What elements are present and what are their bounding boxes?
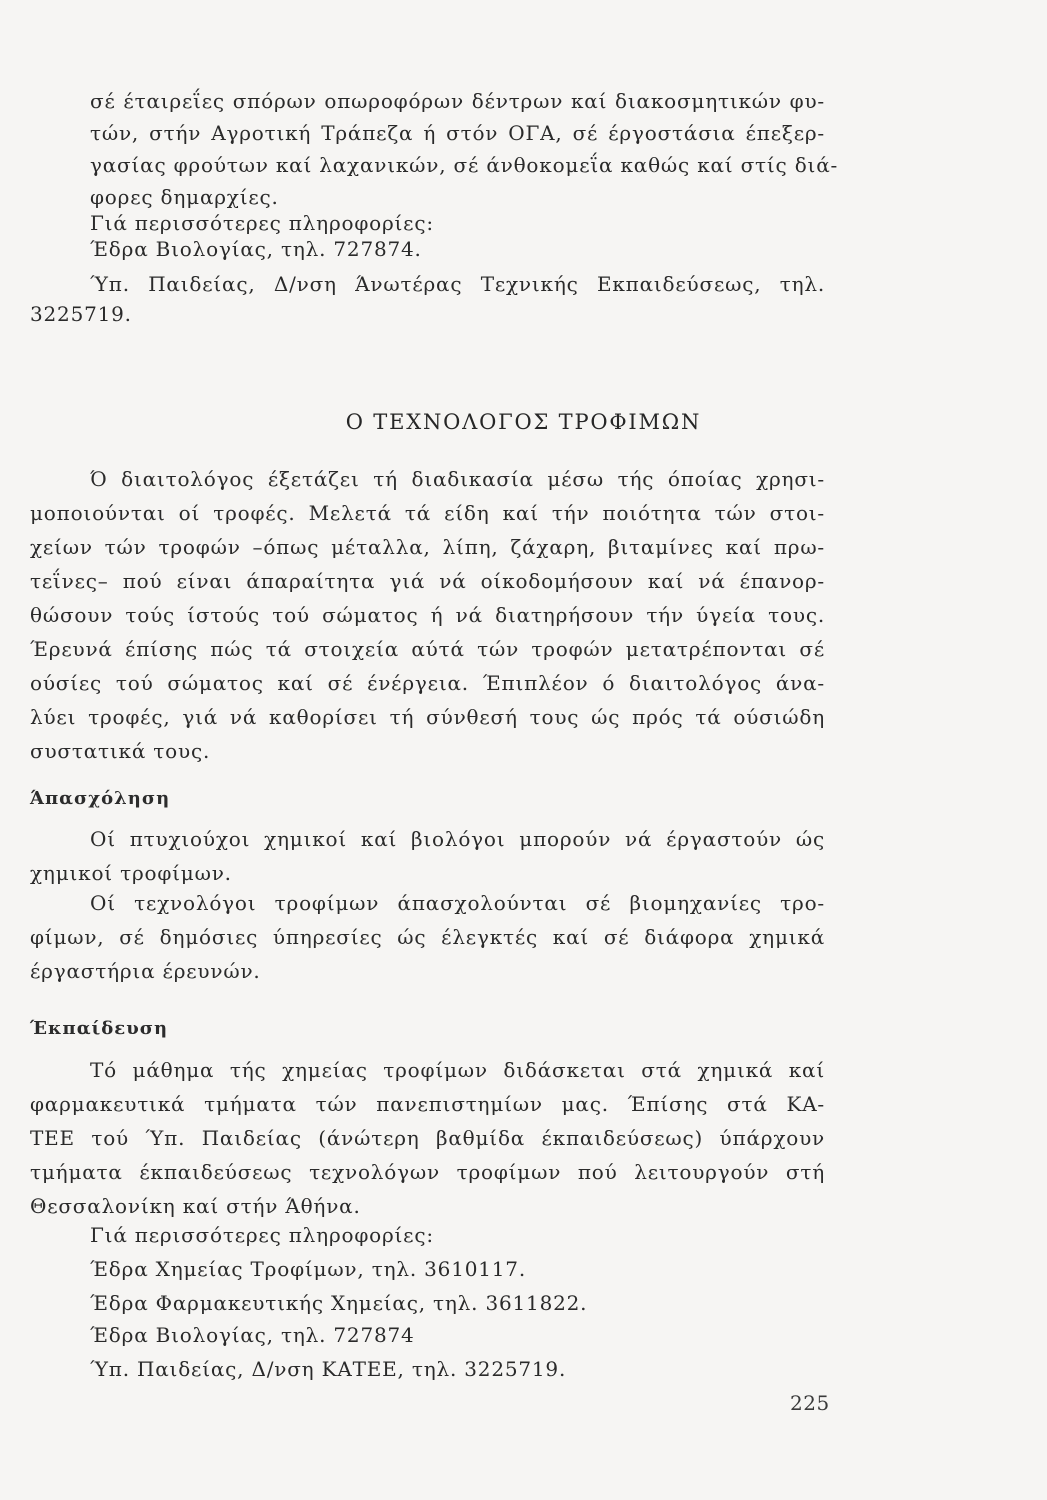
education-info-line-5: Ύπ. Παιδείας, Δ/νση ΚΑΤΕΕ, τηλ. 3225719. [90, 1357, 567, 1381]
employment-line-2: χημικοί τροφίμων. [30, 861, 232, 885]
education-info-line-1: Γιά περισσότερες πληροφορίες: [90, 1223, 434, 1247]
intro-line-3: γασίας φρούτων καί λαχανικών, σέ άνθοκομεΐα καθώς καί στίς διά- [90, 153, 839, 177]
education-line-1: Τό μάθημα τής χημείας τροφίμων διδάσκεται στά χημικά καί [90, 1058, 825, 1082]
intro-info-line-3: Ύπ. Παιδείας, Δ/νση Άνωτέρας Τεχνικής Εκπαιδεύσεως, τηλ. [90, 272, 825, 296]
section-title: Ο ΤΕΧΝΟΛΟΓΟΣ ΤΡΟΦΙΜΩΝ [345, 410, 702, 434]
page-number: 225 [790, 1391, 830, 1415]
intro-info-line-4: 3225719. [30, 302, 132, 326]
intro-line-2: τών, στήν Αγροτική Τράπεζα ή στόν ΟΓΑ, σέ έργοστάσια έπεξερ- [90, 121, 825, 145]
body-line-4: τεΐνες– πού είναι άπαραίτητα γιά νά οίκοδομήσουν καί νά έπανορ- [30, 569, 825, 593]
body-line-3: χείων τών τροφών –όπως μέταλλα, λίπη, ζάχαρη, βιταμίνες καί πρω- [30, 535, 825, 559]
education-info-line-3: Έδρα Φαρμακευτικής Χημείας, τηλ. 3611822. [90, 1291, 588, 1315]
intro-info-line-2: Έδρα Βιολογίας, τηλ. 727874. [90, 237, 422, 261]
education-heading: Έκπαίδευση [30, 1018, 169, 1039]
body-line-9: συστατικά τους. [30, 739, 211, 763]
body-line-6: Έρευνά έπίσης πώς τά στοιχεία αύτά τών τροφών μετατρέπονται σέ [30, 637, 825, 661]
body-line-8: λύει τροφές, γιά νά καθορίσει τή σύνθεσή τους ώς πρός τά ούσιώδη [30, 705, 825, 729]
education-line-4: τμήματα έκπαιδεύσεως τεχνολόγων τροφίμων πού λειτουργούν στή [30, 1160, 825, 1184]
education-info-line-4: Έδρα Βιολογίας, τηλ. 727874 [90, 1323, 415, 1347]
intro-line-1: σέ έταιρεΐες σπόρων οπωροφόρων δέντρων καί διακοσμητικών φυ- [90, 89, 825, 113]
employment-line-5: έργαστήρια έρευνών. [30, 959, 261, 983]
education-line-5: Θεσσαλονίκη καί στήν Άθήνα. [30, 1194, 361, 1218]
intro-info-line-1: Γιά περισσότερες πληροφορίες: [90, 211, 434, 235]
body-line-5: θώσουν τούς ίστούς τού σώματος ή νά διατηρήσουν τήν ύγεία τους. [30, 603, 825, 627]
intro-line-4: φορες δημαρχίες. [90, 185, 279, 209]
employment-line-4: φίμων, σέ δημόσιες ύπηρεσίες ώς έλεγκτές καί σέ διάφορα χημικά [30, 925, 825, 949]
employment-line-3: Οί τεχνολόγοι τροφίμων άπασχολούνται σέ βιομηχανίες τρο- [90, 891, 825, 915]
employment-heading: Άπασχόληση [30, 788, 171, 809]
employment-line-1: Οί πτυχιούχοι χημικοί καί βιολόγοι μπορούν νά έργαστούν ώς [90, 827, 825, 851]
body-line-1: Ό διαιτολόγος έξετάζει τή διαδικασία μέσω τής όποίας χρησι- [90, 467, 825, 491]
education-info-line-2: Έδρα Χημείας Τροφίμων, τηλ. 3610117. [90, 1257, 526, 1281]
education-line-3: ΤΕΕ τού Ύπ. Παιδείας (άνώτερη βαθμίδα έκπαιδεύσεως) ύπάρχουν [30, 1126, 825, 1150]
education-line-2: φαρμακευτικά τμήματα τών πανεπιστημίων μας. Έπίσης στά ΚΑ- [30, 1092, 825, 1116]
body-line-2: μοποιούνται οί τροφές. Μελετά τά είδη καί τήν ποιότητα τών στοι- [30, 501, 825, 525]
body-line-7: ούσίες τού σώματος καί σέ ένέργεια. Έπιπλέον ό διαιτολόγος άνα- [30, 671, 825, 695]
